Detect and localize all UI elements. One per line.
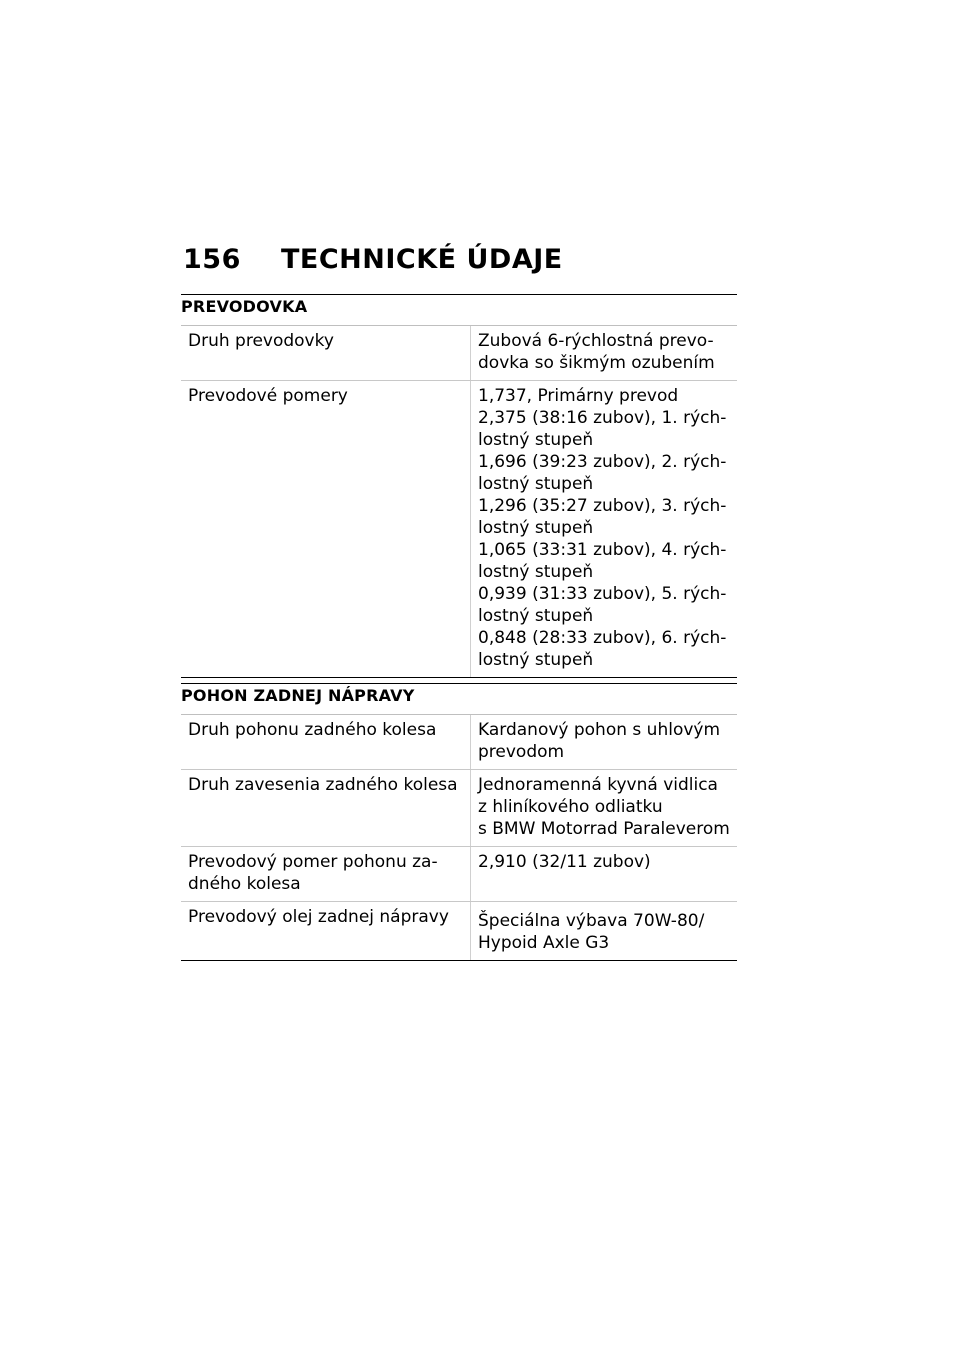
value-line: dovka so šikmým ozubením bbox=[478, 353, 715, 373]
value-line: 1,065 (33:31 zubov), 4. rých- bbox=[478, 540, 727, 560]
value-line: lostný stupeň bbox=[478, 650, 594, 670]
value-line: 2,375 (38:16 zubov), 1. rých- bbox=[478, 408, 727, 428]
table-row bbox=[181, 326, 737, 381]
value-line: lostný stupeň bbox=[478, 474, 594, 494]
label-line: Prevodový pomer pohonu za- bbox=[188, 852, 438, 872]
value-line: 0,848 (28:33 zubov), 6. rých- bbox=[478, 628, 727, 648]
page-number: 156 bbox=[183, 244, 241, 275]
section-prevodovka bbox=[181, 294, 737, 678]
label-line: Druh pohonu zadného kolesa bbox=[188, 720, 437, 740]
row-value bbox=[471, 847, 737, 901]
table-row bbox=[181, 902, 737, 961]
row-label bbox=[181, 715, 471, 769]
value-line: lostný stupeň bbox=[478, 518, 594, 538]
value-line: 1,737, Primárny prevod bbox=[478, 386, 679, 406]
row-label bbox=[181, 381, 471, 677]
section-title: PREVODOVKA bbox=[181, 294, 737, 326]
row-value bbox=[471, 770, 737, 846]
value-line: prevodom bbox=[478, 742, 565, 762]
label-line: Prevodové pomery bbox=[188, 386, 348, 406]
value-line: 1,696 (39:23 zubov), 2. rých- bbox=[478, 452, 727, 472]
label-line: Druh prevodovky bbox=[188, 331, 334, 351]
value-line: Hypoid Axle G3 bbox=[478, 933, 610, 953]
table-row bbox=[181, 715, 737, 770]
row-value bbox=[471, 715, 737, 769]
value-line: Jednoramenná kyvná vidlica bbox=[478, 775, 718, 795]
value-line: Špeciálna výbava 70W-80/ bbox=[478, 911, 705, 931]
row-value bbox=[471, 326, 737, 380]
value-line: 0,939 (31:33 zubov), 5. rých- bbox=[478, 584, 727, 604]
row-label bbox=[181, 902, 471, 960]
value-line: lostný stupeň bbox=[478, 606, 594, 626]
value-line: lostný stupeň bbox=[478, 430, 594, 450]
table-row bbox=[181, 770, 737, 847]
value-line: 2,910 (32/11 zubov) bbox=[478, 852, 651, 872]
row-label bbox=[181, 770, 471, 846]
row-value bbox=[471, 902, 737, 960]
row-label bbox=[181, 847, 471, 901]
value-line: Zubová 6-rýchlostná prevo- bbox=[478, 331, 714, 351]
table-row bbox=[181, 847, 737, 902]
value-line: s BMW Motorrad Paraleverom bbox=[478, 819, 730, 839]
value-line: 1,296 (35:27 zubov), 3. rých- bbox=[478, 496, 727, 516]
row-value bbox=[471, 381, 737, 677]
value-line: z hliníkového odliatku bbox=[478, 797, 663, 817]
table-row bbox=[181, 381, 737, 678]
value-line: lostný stupeň bbox=[478, 562, 594, 582]
page-title: TECHNICKÉ ÚDAJE bbox=[281, 244, 563, 275]
page-heading bbox=[183, 244, 563, 275]
section-title: POHON ZADNEJ NÁPRAVY bbox=[181, 683, 737, 715]
label-line: dného kolesa bbox=[188, 874, 301, 894]
label-line: Prevodový olej zadnej nápravy bbox=[188, 907, 449, 927]
value-line: Kardanový pohon s uhlovým bbox=[478, 720, 721, 740]
section-pohon-zadnej-napravy bbox=[181, 683, 737, 961]
row-label bbox=[181, 326, 471, 380]
label-line: Druh zavesenia zadného kolesa bbox=[188, 775, 458, 795]
